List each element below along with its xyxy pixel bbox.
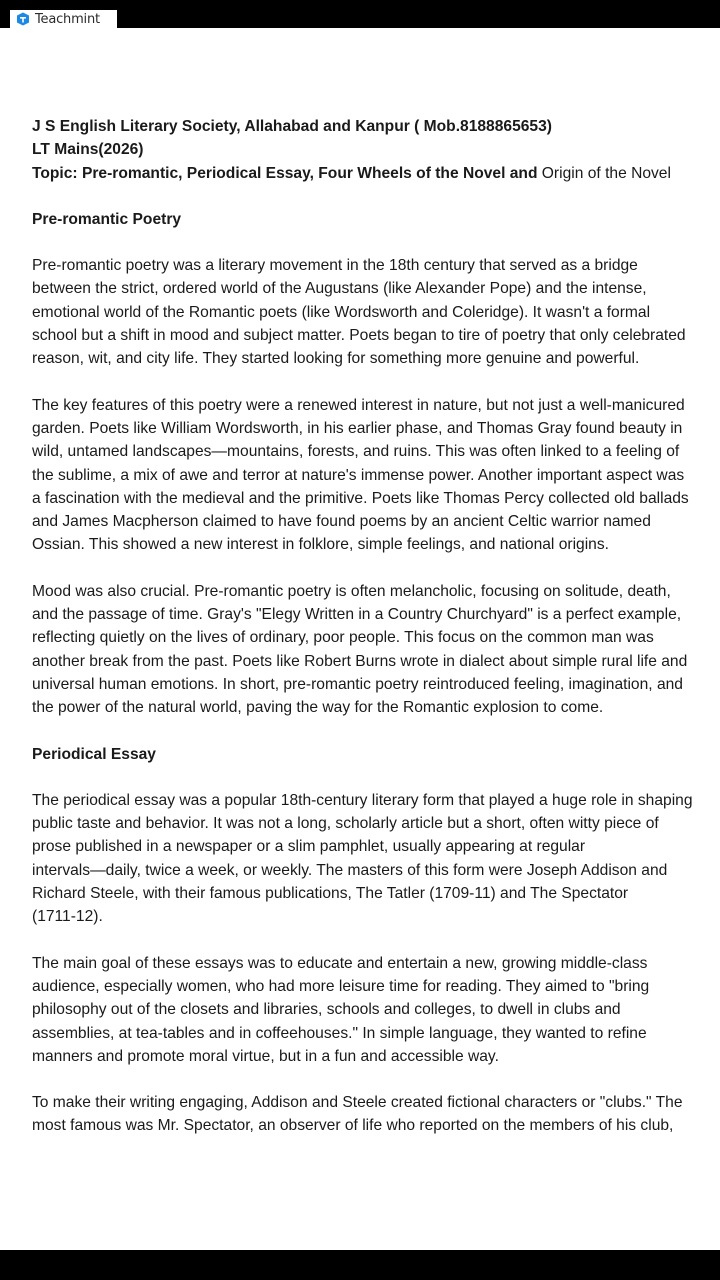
text-line: another break from the past. Poets like Robert Burns wrote in dialect about simple rural life and [32,652,688,670]
text-line: prose published in a newspaper or a slim pamphlet, usually appearing at regular [32,838,586,856]
text-line: (1711-12). [32,908,103,926]
text-line: universal human emotions. In short, pre-romantic poetry reintroduced feeling, imagination, and [32,675,683,693]
text-line: most famous was Mr. Spectator, an observer of life who reported on the members of his club, [32,1117,674,1135]
text-line: and the passage of time. Gray's "Elegy Written in a Country Churchyard" is a perfect example, [32,606,682,624]
text-line: and James Macpherson claimed to have found poems by an ancient Celtic warrior named [32,513,651,531]
text-line: the sublime, a mix of awe and terror at nature's immense power. Another important aspect was [32,466,685,484]
text-line: manners and promote moral virtue, but in a fun and accessible way. [32,1047,499,1065]
topic-heading [32,162,720,185]
document-content [32,115,720,1161]
topic-normal-text: Origin of the Novel [537,164,671,182]
text-line: The main goal of these essays was to educate and entertain a new, growing middle-class [32,954,648,972]
text-line: reason, wit, and city life. They started looking for something more genuine and powerful. [32,350,640,368]
paragraph [32,789,720,929]
text-line: Ossian. This showed a new interest in folklore, simple feelings, and national origins. [32,536,609,554]
text-line: To make their writing engaging, Addison and Steele created fictional characters or "clubs." The [32,1094,683,1112]
text-line: public taste and behavior. It was not a long, scholarly article but a short, often witty piece of [32,815,659,833]
text-line: emotional world of the Romantic poets (like Wordsworth and Coleridge). It wasn't a formal [32,303,651,321]
section-title: Pre-romantic Poetry [32,210,182,228]
text-line: school but a shift in mood and subject matter. Poets began to tire of poetry that only celebrated [32,327,686,345]
text-line: The periodical essay was a popular 18th-century literary form that played a huge role in shaping [32,791,693,809]
exam-heading: LT Mains(2026) [32,141,144,159]
text-line: garden. Poets like William Wordsworth, in his earlier phase, and Thomas Gray found beauty in [32,419,683,437]
paragraph [32,254,720,370]
paragraph [32,580,720,720]
teachmint-logo-icon [16,12,30,26]
paragraph [32,1091,720,1138]
text-line: audience, especially women, who had more leisure time for reading. They aimed to "bring [32,977,650,995]
text-line: the power of the natural world, paving the way for the Romantic explosion to come. [32,699,604,717]
text-line: reflecting quietly on the lives of ordinary, poor people. This focus on the common man was [32,629,654,647]
teachmint-watermark [10,10,117,28]
paragraph [32,394,720,557]
section-title: Periodical Essay [32,745,156,763]
paragraph [32,952,720,1068]
text-line: Richard Steele, with their famous publications, The Tatler (1709-11) and The Spectator [32,885,629,903]
text-line: Mood was also crucial. Pre-romantic poetry is often melancholic, focusing on solitude, death, [32,582,671,600]
text-line: a fascination with the medieval and the primitive. Poets like Thomas Percy collected old ballads [32,489,689,507]
brand-name: Teachmint [35,11,100,27]
text-line: assemblies, at tea-tables and in coffeehouses." In simple language, they wanted to refine [32,1024,647,1042]
text-line: philosophy out of the closets and libraries, schools and colleges, to dwell in clubs and [32,1001,621,1019]
text-line: between the strict, ordered world of the Augustans (like Alexander Pope) and the intense, [32,280,647,298]
society-heading: J S English Literary Society, Allahabad and Kanpur ( Mob.8188865653) [32,118,552,135]
text-line: wild, untamed landscapes—mountains, forests, and ruins. This was often linked to a feeling of [32,443,680,461]
text-line: The key features of this poetry were a renewed interest in nature, but not just a well-manicured [32,396,685,414]
bottom-bar [0,1250,720,1280]
text-line: Pre-romantic poetry was a literary movement in the 18th century that served as a bridge [32,257,638,275]
text-line: intervals—daily, twice a week, or weekly. The masters of this form were Joseph Addison and [32,861,668,879]
topic-bold-text: Topic: Pre-romantic, Periodical Essay, Four Wheels of the Novel and [32,164,538,182]
